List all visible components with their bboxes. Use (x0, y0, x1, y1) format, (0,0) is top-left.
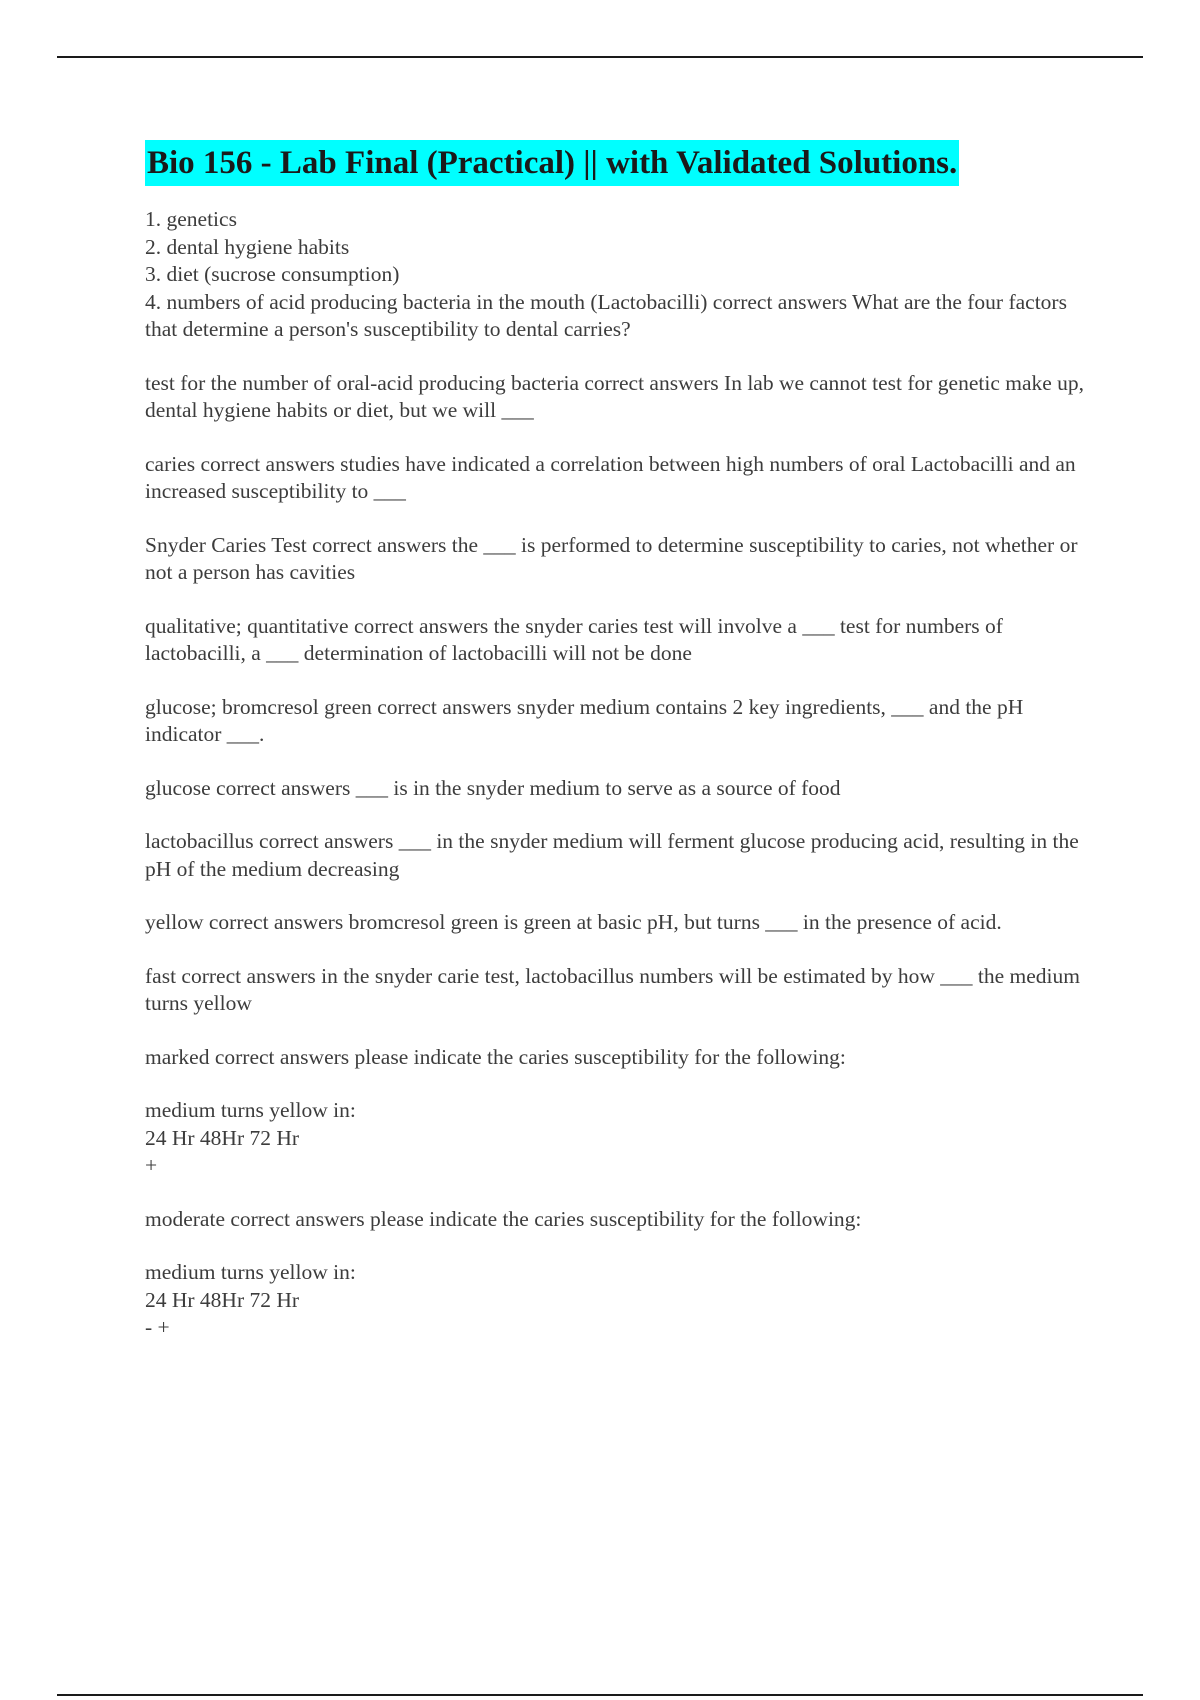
qa-line: test for the number of oral-acid producing bacteria correct answers In lab we cannot test for genetic make up, dental hygiene habits or diet, but we will ___ (145, 370, 1085, 422)
qa-line: - + (145, 1315, 170, 1339)
qa-line: marked correct answers please indicate the caries susceptibility for the following: (145, 1044, 846, 1069)
qa-line: medium turns yellow in: (145, 1098, 356, 1122)
header-rule (57, 56, 1143, 58)
qa-line: fast correct answers in the snyder carie test, lactobacillus numbers will be estimated by how ___ the medium turns yellow (145, 963, 1080, 1015)
qa-block (145, 532, 1090, 587)
qa-block (145, 1259, 1090, 1342)
qa-line: glucose; bromcresol green correct answers snyder medium contains 2 key ingredients, ___ and the pH indicator ___. (145, 694, 1024, 746)
qa-line: qualitative; quantitative correct answers the snyder caries test will involve a ___ test for numbers of lactobacilli, a ___ determination of lactobacilli will not be done (145, 613, 1003, 665)
qa-block (145, 206, 1090, 344)
qa-line: 3. diet (sucrose consumption) (145, 262, 400, 286)
qa-line: caries correct answers studies have indicated a correlation between high numbers of oral Lactobacilli and an increased susceptibility to ___ (145, 451, 1076, 503)
qa-line: 1. genetics (145, 207, 237, 231)
qa-block (145, 1044, 1090, 1072)
qa-line: 24 Hr 48Hr 72 Hr (145, 1125, 300, 1150)
qa-block (145, 828, 1090, 883)
qa-block (145, 694, 1090, 749)
document-body (145, 140, 1090, 1368)
qa-line: yellow correct answers bromcresol green is green at basic pH, but turns ___ in the presence of acid. (145, 910, 1002, 934)
qa-line: lactobacillus correct answers ___ in the snyder medium will ferment glucose producing acid, resulting in the pH of the medium decreasing (145, 829, 1079, 881)
document-title: Bio 156 - Lab Final (Practical) || with Validated Solutions. (145, 140, 959, 186)
qa-block (145, 909, 1090, 937)
qa-block (145, 775, 1090, 803)
qa-line: glucose correct answers ___ is in the snyder medium to serve as a source of food (145, 775, 841, 800)
footer-rule (57, 1694, 1143, 1696)
qa-block (145, 451, 1090, 506)
qa-block (145, 370, 1090, 425)
qa-block (145, 1206, 1090, 1234)
qa-line: 4. numbers of acid producing bacteria in the mouth (Lactobacilli) correct answers What are the four factors that determine a person's susceptibility to dental carries? (145, 289, 1067, 341)
qa-block (145, 963, 1090, 1018)
qa-list (145, 206, 1090, 1342)
qa-line: moderate correct answers please indicate the caries susceptibility for the following: (145, 1206, 862, 1231)
qa-block (145, 1097, 1090, 1180)
qa-line: 2. dental hygiene habits (145, 234, 350, 259)
qa-block (145, 613, 1090, 668)
qa-line: + (145, 1153, 158, 1177)
qa-line: medium turns yellow in: (145, 1260, 356, 1284)
qa-line: 24 Hr 48Hr 72 Hr (145, 1287, 300, 1312)
qa-line: Snyder Caries Test correct answers the ___ is performed to determine susceptibility to caries, not whether or not a person has cavities (145, 532, 1078, 584)
